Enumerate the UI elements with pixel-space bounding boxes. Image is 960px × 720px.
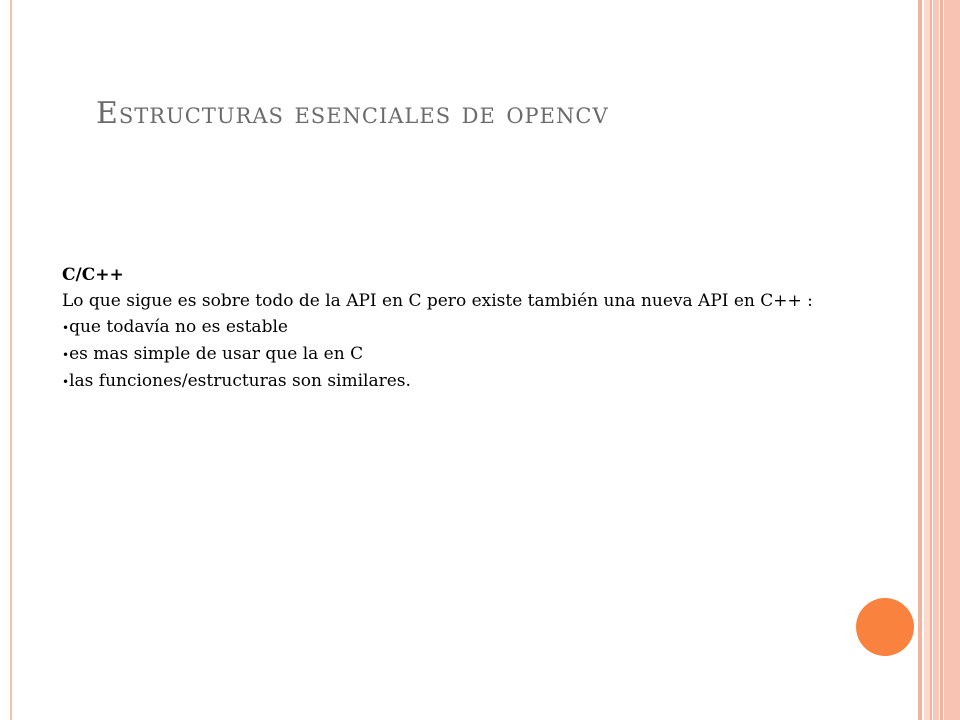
- bullet-icon: •: [62, 348, 70, 362]
- list-item: [62, 341, 822, 368]
- bullet-list: [62, 314, 822, 395]
- body-intro: Lo que sigue es sobre todo de la API en C pero existe también una nueva API en C++ :: [62, 291, 813, 311]
- right-stripe-6: [944, 0, 960, 720]
- slide-body: [62, 262, 822, 395]
- bullet-icon: •: [62, 321, 70, 335]
- list-item: [62, 314, 822, 341]
- right-stripe-3: [930, 0, 932, 720]
- bullet-text: que todavía no es estable: [69, 317, 288, 337]
- right-stripe-5: [940, 0, 943, 720]
- list-item: [62, 368, 822, 395]
- right-stripe-4: [933, 0, 939, 720]
- bullet-text: las funciones/estructuras son similares.: [69, 371, 411, 391]
- bullet-icon: •: [62, 375, 70, 389]
- slide-title: Estructuras esenciales de opencv: [96, 96, 609, 131]
- orange-circle-decoration: [856, 598, 914, 656]
- bullet-text: es mas simple de usar que la en C: [69, 344, 364, 364]
- body-heading: C/C++: [62, 265, 124, 285]
- left-border-line: [10, 0, 12, 720]
- right-stripe-1: [918, 0, 922, 720]
